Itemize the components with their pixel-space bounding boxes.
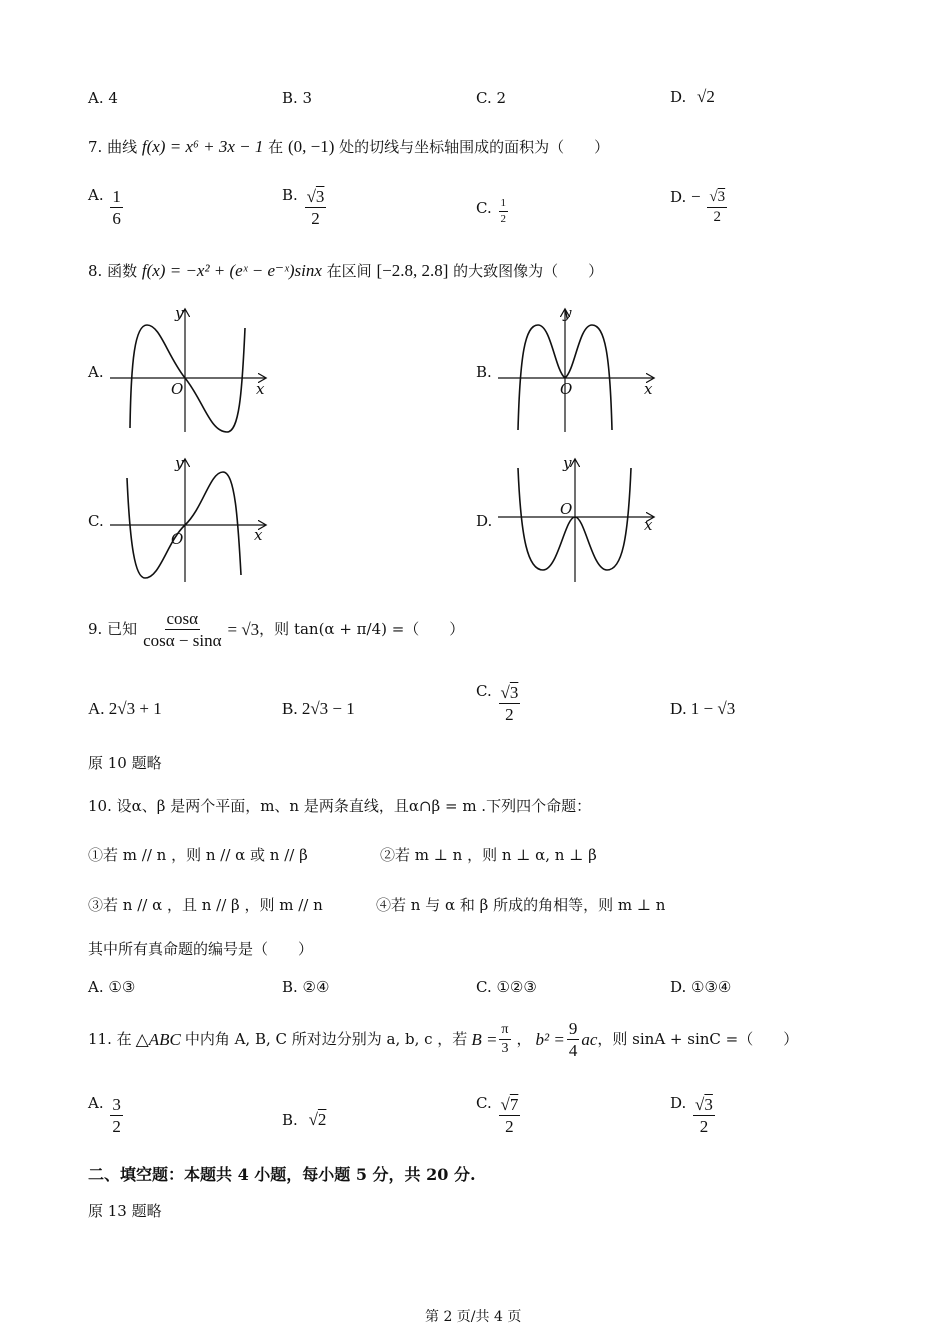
q11-nine-fourths: $\frac{9}{4}$ [568, 1019, 578, 1060]
q8-b-o: O [560, 380, 573, 398]
q7-point: (0, −1) [287, 137, 335, 156]
q10-proposition-2: ②若 m ⊥ n ，则 n ⊥ α, n ⊥ β [380, 846, 597, 864]
q10-proposition-4: ④若 n 与 α 和 β 所成的角相等，则 m ⊥ n [376, 896, 666, 914]
q9-ask: ，则 tan(α + π/4) =（ ） [259, 620, 465, 638]
q6-option-d-value: √2 [697, 87, 715, 106]
q9-option-c-label: C. [476, 681, 492, 700]
q10-proposition-1: ①若 m // n ，则 n // α 或 n // β [88, 846, 308, 864]
q9-stem [88, 610, 464, 649]
q8-graph-d [493, 450, 668, 590]
q10-ask: 其中所有真命题的编号是（ ） [88, 940, 314, 958]
q10-option-a: A. ①③ [88, 978, 136, 996]
q11-option-d-label: D. [670, 1093, 687, 1112]
q9-option-a: A. 2√3 + 1 [88, 699, 162, 718]
q6-option-c: C. 2 [476, 89, 507, 107]
skip-10: 原 10 题略 [88, 754, 162, 772]
q6-option-b: B. 3 [282, 89, 313, 107]
q10-proposition-3: ③若 n // α ，且 n // β ，则 m // n [88, 896, 323, 914]
q7-option-d: D. − $\frac{√3}{2}$ [670, 186, 726, 225]
q11-option-d [670, 1093, 717, 1136]
q7-function: f(x) = x⁶ + 3x − 1 [141, 137, 264, 156]
q11-cond2: b² = [535, 1030, 565, 1049]
q8-d-x: x [644, 516, 653, 534]
q11-option-b: B. √2 [282, 1110, 327, 1129]
q8-c-x: x [254, 526, 263, 544]
q11-tail: ，则 sinA + sinC =（ ） [597, 1030, 799, 1048]
q8-function: f(x) = −x² + (eˣ − e⁻ˣ)sinx [141, 261, 322, 280]
q8-option-b-label: B. [476, 363, 492, 381]
q8-stem [88, 262, 603, 279]
q9-option-c-frac: $\frac{√3}{2}$ [500, 683, 519, 724]
q7-option-a-label: A. [88, 185, 104, 204]
q7-option-b-label: B. [282, 185, 298, 204]
q8-graph-b [493, 300, 668, 440]
q11-pi-over-3: $\frac{\pi}{3}$ [501, 1022, 509, 1056]
q11-option-d-frac: $\frac{√3}{2}$ [695, 1095, 713, 1136]
q10-option-c: C. ①②③ [476, 978, 537, 996]
q11-option-a-label: A. [88, 1093, 104, 1112]
q8-mid: 在区间 [326, 262, 372, 280]
q7-option-d-frac: $\frac{√3}{2}$ [709, 189, 726, 225]
q10-stem: 10. 设α、β 是两个平面，m、n 是两条直线，且α∩β = m .下列四个命题： [88, 797, 592, 815]
section-2-heading: 二、填空题：本题共 4 小题，每小题 5 分，共 20 分. [88, 1165, 476, 1184]
q9-denominator: cosα − sinα [143, 631, 222, 650]
q11-prefix: 11. 在 [88, 1030, 132, 1048]
q8-graph-a [105, 300, 280, 440]
q8-d-y: y [563, 454, 572, 472]
q8-a-y: y [175, 304, 184, 322]
q11-option-a [88, 1093, 125, 1136]
q8-option-c-label: C. [88, 512, 104, 530]
q7-option-c-frac: $\frac{1}{2}$ [500, 197, 506, 225]
q7-option-d-label: D. [670, 187, 687, 206]
q7-option-a-frac: $\frac{1}{6}$ [112, 187, 121, 228]
q8-a-o: O [171, 380, 184, 398]
q9-prefix: 9. 已知 [88, 620, 138, 638]
q11-mid: 中内角 A, B, C 所对边分别为 a, b, c ，若 [184, 1030, 468, 1048]
q7-suffix: 处的切线与坐标轴围成的面积为（ ） [339, 138, 610, 156]
q8-suffix: 的大致图像为（ ） [453, 262, 604, 280]
q11-option-c [476, 1093, 522, 1136]
q7-option-a [88, 185, 125, 228]
skip-13: 原 13 题略 [88, 1202, 162, 1220]
q8-c-o: O [171, 530, 184, 548]
q7-mid: 在 [268, 138, 284, 156]
q8-option-a-label: A. [88, 363, 104, 381]
q7-option-c [476, 198, 510, 225]
q9-numerator: cosα [166, 609, 199, 628]
q11-triangle: △ABC [135, 1030, 181, 1049]
q11-option-a-frac: $\frac{3}{2}$ [112, 1095, 121, 1136]
q8-option-d-label: D. [476, 512, 493, 530]
q7-option-b-frac: $\frac{√3}{2}$ [306, 187, 325, 228]
q6-option-d [670, 88, 715, 105]
q11-option-c-label: C. [476, 1093, 492, 1112]
q8-b-x: x [644, 380, 653, 398]
q8-prefix: 8. 函数 [88, 262, 138, 280]
q9-option-b: B. 2√3 − 1 [282, 699, 355, 718]
q8-interval: [−2.8, 2.8] [376, 261, 449, 280]
q8-d-o: O [560, 500, 573, 518]
q11-ac: ac [581, 1030, 598, 1049]
q8-graph-c [105, 450, 280, 590]
q7-stem [88, 138, 609, 155]
q11-option-c-frac: $\frac{√7}{2}$ [500, 1095, 519, 1136]
page-footer: 第 2 页/共 4 页 [425, 1309, 522, 1325]
q7-prefix: 7. 曲线 [88, 138, 138, 156]
q7-option-c-label: C. [476, 198, 492, 217]
q6-option-a: A. 4 [88, 89, 118, 107]
q11-stem: 11. 在 △ABC 中内角 A, B, C 所对边分别为 a, b, c ，若 B = $\frac{\pi}{3}$ ， b² = $\frac{9}{4}$ ac ，则 sinA + sinC =（ ） [88, 1019, 799, 1060]
q8-a-x: x [256, 380, 265, 398]
q11-option-b-label: B. [282, 1111, 298, 1129]
q7-option-b [282, 185, 328, 228]
q9-fraction [141, 610, 223, 649]
q8-c-y: y [175, 454, 184, 472]
q9-option-c [476, 681, 522, 724]
q10-option-b: B. ②④ [282, 978, 330, 996]
q11-b-eq: B = [471, 1030, 498, 1049]
q8-b-y: y [563, 304, 572, 322]
q9-eq: = √3 [227, 620, 260, 639]
q10-option-d: D. ①③④ [670, 978, 732, 996]
q9-option-d: D. 1 − √3 [670, 699, 736, 718]
q6-option-d-label: D. [670, 88, 687, 106]
